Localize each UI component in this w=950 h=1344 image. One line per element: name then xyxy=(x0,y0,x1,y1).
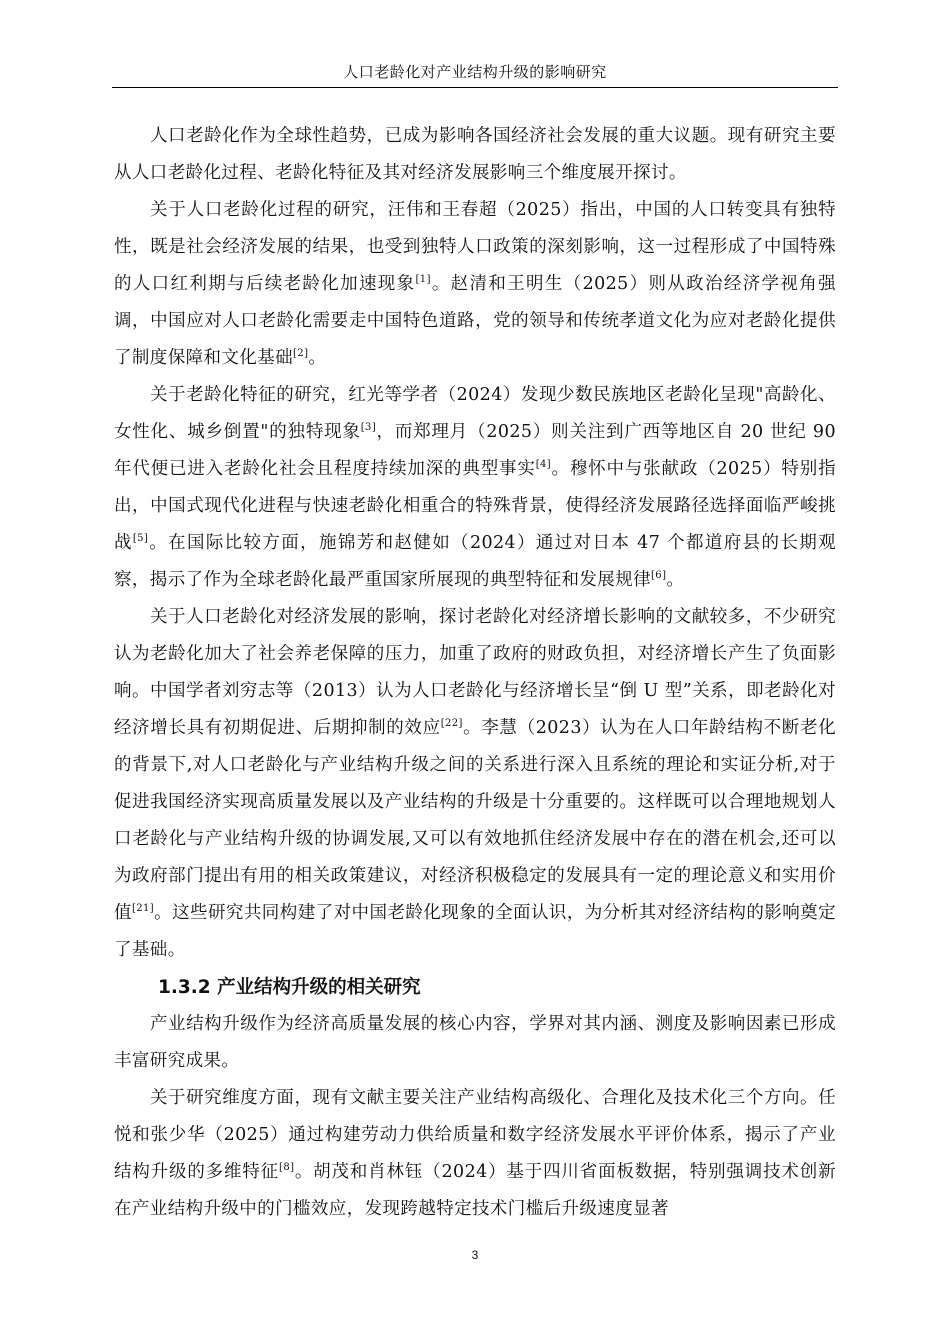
paragraph-text: 。在国际比较方面，施锦芳和赵健如（2024）通过对日本 47 个都道府县的长期观察，揭示了作为全球老龄化最严重国家所展现的典型特征和发展规律 xyxy=(114,533,836,590)
paragraph-industry-intro xyxy=(114,1006,836,1080)
citation-ref[interactable]: [2] xyxy=(293,348,309,359)
paragraph-aging-impact xyxy=(114,599,836,969)
paragraph-text: 。李慧（2023）认为在人口年龄结构不断老化的背景下,对人口老龄化与产业结构升级之间的关系进行深入且系统的理论和实证分析,对于促进我国经济实现高质量发展以及产业结构的升级是十分重要的。这样既可以合理地规划人口老龄化与产业结构升级的协调发展,又可以有效地抓住经济发展中存在的潜在机会,还可以为政府部门提出有用的相关政策建议，对经济积极稳定的发展具有一定的理论意义和实用价值 xyxy=(114,718,836,923)
citation-ref[interactable]: [22] xyxy=(440,718,463,729)
paragraph-intro xyxy=(114,118,836,192)
paragraph-text: ，而郑理月（2025）则关注到广西等地区自 20 世纪 90 年代便已进入老龄化社会且程度持续加深的典型事实 xyxy=(114,422,836,479)
citation-ref[interactable]: [3] xyxy=(360,422,377,433)
paragraph-text: 关于人口老龄化对经济发展的影响，探讨老龄化对经济增长影响的文献较多，不少研究认为老龄化加大了社会养老保障的压力，加重了政府的财政负担，对经济增长产生了负面影响。中国学者刘穷志等（2013）认为人口老龄化与经济增长呈“倒 U 型”关系，即老龄化对经济增长具有初期促进、后期抑制的效应 xyxy=(114,607,836,738)
header-rule xyxy=(112,87,838,88)
paragraph-text: 。胡茂和肖林钰（2024）基于四川省面板数据，特别强调技术创新在产业结构升级中的门槛效应，发现跨越特定技术门槛后升级速度显著 xyxy=(114,1162,836,1219)
section-heading: 1.3.2 产业结构升级的相关研究 xyxy=(158,977,421,998)
paragraph-text: 。这些研究共同构建了对中国老龄化现象的全面认识，为分析其对经济结构的影响奠定了基础。 xyxy=(114,903,836,960)
paragraph-text: 产业结构升级作为经济高质量发展的核心内容，学界对其内涵、测度及影响因素已形成丰富研究成果。 xyxy=(114,1014,836,1071)
citation-ref[interactable]: [4] xyxy=(535,459,552,470)
paragraph-text: 。赵清和王明生（2025）则从政治经济学视角强调，中国应对人口老龄化需要走中国特色道路，党的领导和传统孝道文化为应对老龄化提供了制度保障和文化基础 xyxy=(114,274,836,368)
citation-ref[interactable]: [21] xyxy=(131,903,155,914)
paragraph-text: 关于研究维度方面，现有文献主要关注产业结构高级化、合理化及技术化三个方向。任悦和张少华（2025）通过构建劳动力供给质量和数字经济发展水平评价体系，揭示了产业结构升级的多维特征 xyxy=(114,1088,836,1182)
paragraph-text: 人口老龄化作为全球性趋势，已成为影响各国经济社会发展的重大议题。现有研究主要从人口老龄化过程、老龄化特征及其对经济发展影响三个维度展开探讨。 xyxy=(114,126,836,183)
paragraph-aging-features xyxy=(114,377,836,599)
citation-ref[interactable]: [8] xyxy=(279,1162,295,1173)
paragraph-aging-process xyxy=(114,192,836,377)
paragraph-text: 。 xyxy=(666,570,685,590)
page-header-title: 人口老龄化对产业结构升级的影响研究 xyxy=(343,63,607,81)
citation-ref[interactable]: [6] xyxy=(651,570,667,581)
paragraph-text: 关于老龄化特征的研究，红光等学者（2024）发现少数民族地区老龄化呈现"高龄化、女性化、城乡倒置"的独特现象 xyxy=(114,385,836,442)
paragraph-text: 。 xyxy=(308,348,327,368)
citation-ref[interactable]: [1] xyxy=(415,274,431,285)
paragraph-research-dimensions xyxy=(114,1080,836,1228)
citation-ref[interactable]: [5] xyxy=(132,533,149,544)
paragraph-text: 。穆怀中与张献政（2025）特别指出，中国式现代化进程与快速老龄化相重合的特殊背景，使得经济发展路径选择面临严峻挑战 xyxy=(114,459,836,553)
document-body xyxy=(114,118,836,1228)
page-number: 3 xyxy=(471,1248,479,1262)
paragraph-text: 关于人口老龄化过程的研究，汪伟和王春超（2025）指出，中国的人口转变具有独特性，既是社会经济发展的结果，也受到独特人口政策的深刻影响，这一过程形成了中国特殊的人口红利期与后续老龄化加速现象 xyxy=(114,200,836,294)
